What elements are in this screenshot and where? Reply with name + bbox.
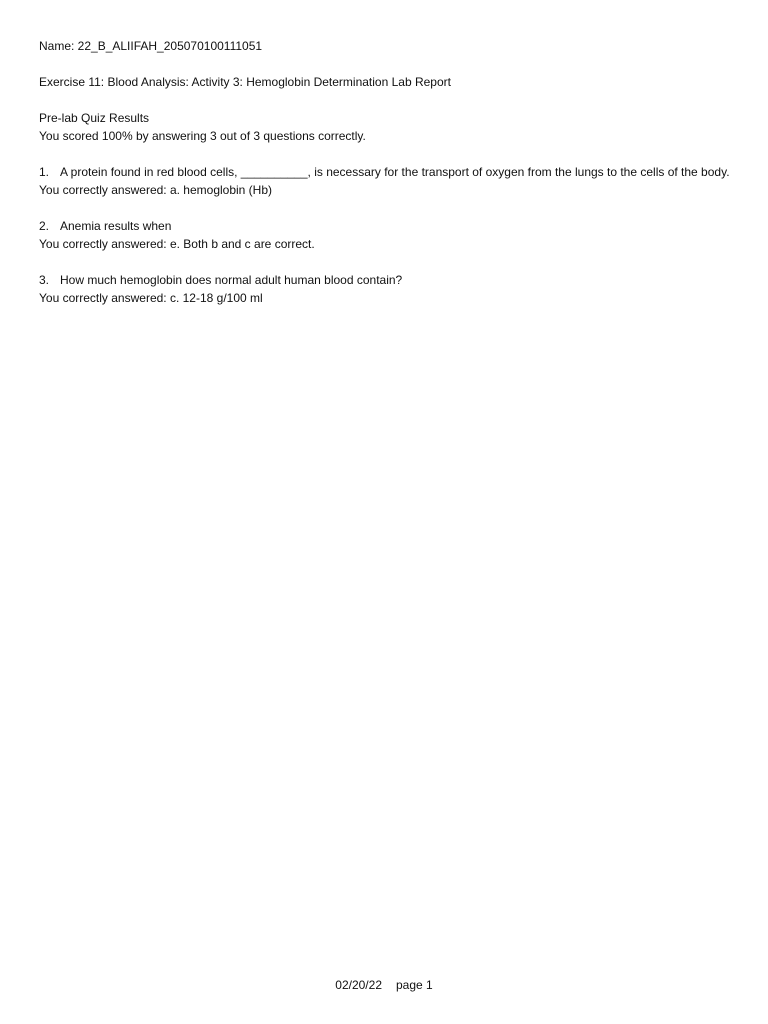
question-number: 3. <box>39 273 50 287</box>
question-text: How much hemoglobin does normal adult human blood contain? <box>60 273 403 287</box>
question-3 <box>39 271 731 307</box>
student-name: Name: 22_B_ALIIFAH_205070100111051 <box>39 39 263 53</box>
quiz-heading: Pre-lab Quiz Results <box>39 111 150 125</box>
page-number: page 1 <box>396 978 433 992</box>
footer-date: 02/20/22 <box>335 978 382 992</box>
quiz-score: You scored 100% by answering 3 out of 3 questions correctly. <box>39 129 366 143</box>
question-number: 2. <box>39 219 50 233</box>
question-text: A protein found in red blood cells, __________, is necessary for the transport of oxygen from the lungs to the cells of the body. <box>60 165 730 179</box>
document-body <box>39 37 731 307</box>
page-footer <box>0 976 768 994</box>
question-answer: You correctly answered: a. hemoglobin (Hb) <box>39 183 273 197</box>
question-text: Anemia results when <box>60 219 172 233</box>
question-1 <box>39 163 731 199</box>
question-number: 1. <box>39 165 50 179</box>
exercise-title: Exercise 11: Blood Analysis: Activity 3: Hemoglobin Determination Lab Report <box>39 75 451 89</box>
question-answer: You correctly answered: c. 12-18 g/100 ml <box>39 291 263 305</box>
question-2 <box>39 217 731 253</box>
question-answer: You correctly answered: e. Both b and c are correct. <box>39 237 315 251</box>
